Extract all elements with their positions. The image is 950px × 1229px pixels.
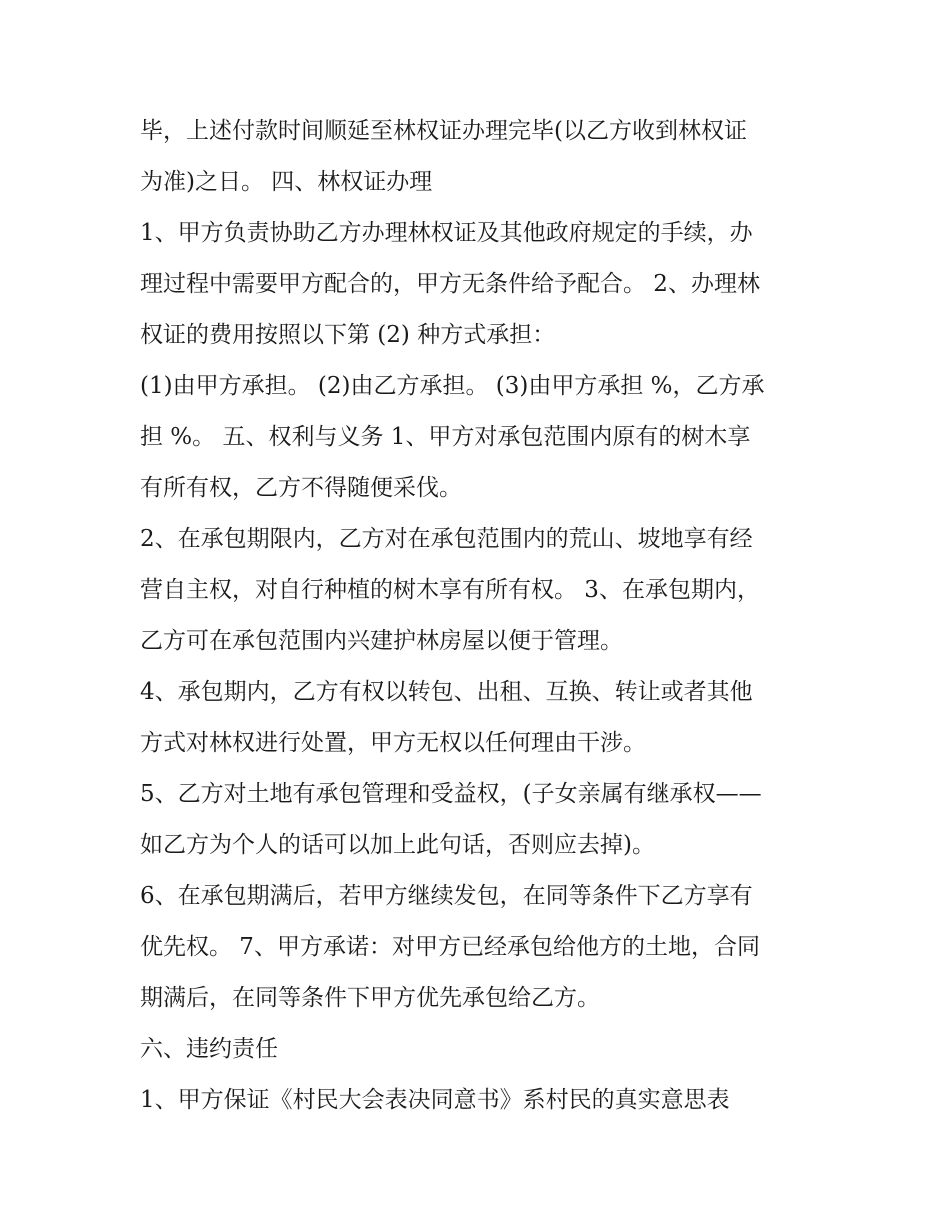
- text-line: 1、甲方负责协助乙方办理林权证及其他政府规定的手续，办: [140, 220, 753, 246]
- text-line: 理过程中需要甲方配合的，甲方无条件给予配合。 2、办理林: [140, 271, 760, 297]
- text-line: 4、承包期内，乙方有权以转包、出租、互换、转让或者其他: [140, 679, 753, 705]
- text-line: 毕，上述付款时间顺延至林权证办理完毕(以乙方收到林权证: [140, 118, 747, 144]
- text-line: 营自主权，对自行种植的树木享有所有权。 3、在承包期内，: [140, 577, 760, 603]
- document-body: [140, 106, 820, 1126]
- text-line: 权证的费用按照以下第 (2) 种方式承担：: [140, 322, 556, 348]
- text-line: 优先权。 7、甲方承诺：对甲方已经承包给他方的土地，合同: [140, 934, 760, 960]
- text-line: 2、在承包期限内，乙方对在承包范围内的荒山、坡地享有经: [140, 526, 753, 552]
- text-line: 担 %。 五、权利与义务 1、甲方对承包范围内原有的树木享: [140, 424, 751, 450]
- text-line: 1、甲方保证《村民大会表决同意书》系村民的真实意思表: [140, 1087, 730, 1113]
- text-line: 为准)之日。 四、林权证办理: [140, 169, 433, 195]
- text-line: 5、乙方对土地有承包管理和受益权，(子女亲属有继承权——: [140, 781, 762, 807]
- text-line: 期满后，在同等条件下甲方优先承包给乙方。: [140, 985, 600, 1011]
- text-line: 有所有权，乙方不得随便采伐。: [140, 475, 462, 501]
- text-line: 如乙方为个人的话可以加上此句话，否则应去掉)。: [140, 832, 655, 858]
- text-line: 方式对林权进行处置，甲方无权以任何理由干涉。: [140, 730, 646, 756]
- text-line: 6、在承包期满后，若甲方继续发包，在同等条件下乙方享有: [140, 883, 753, 909]
- section-heading: 六、违约责任: [140, 1036, 278, 1062]
- text-line: 乙方可在承包范围内兴建护林房屋以便于管理。: [140, 628, 623, 654]
- text-line: (1)由甲方承担。 (2)由乙方承担。 (3)由甲方承担 %，乙方承: [140, 373, 765, 399]
